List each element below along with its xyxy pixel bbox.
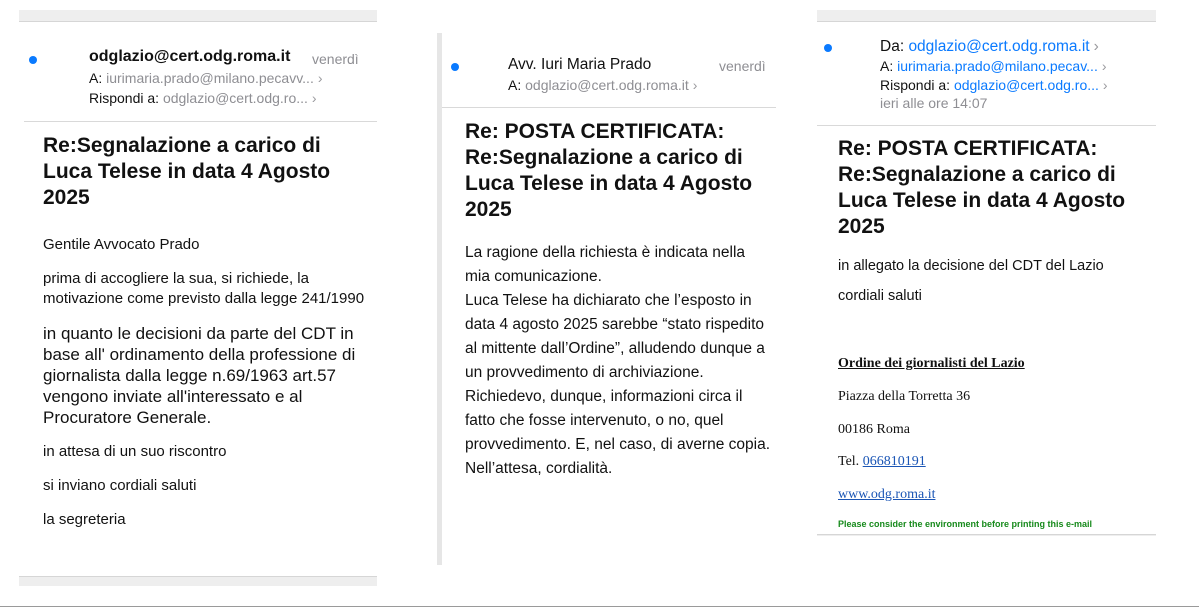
- environment-note: Please consider the environment before printing this e-mail: [838, 519, 1093, 529]
- reply-value[interactable]: odglazio@cert.odg.ro...: [953, 77, 1099, 93]
- chevron-right-icon[interactable]: ›: [1093, 38, 1099, 55]
- body-paragraph: in attesa di un suo riscontro: [43, 443, 227, 460]
- signature-org: Ordine dei giornalisti del Lazio: [838, 356, 1025, 371]
- email-subject: Re: POSTA CERTIFICATA: Re:Segnalazione a carico di Luca Telese in data 4 Agosto 2025: [838, 137, 1126, 238]
- body-paragraph: La ragione della richiesta è indicata nella mia comunicazione.: [465, 244, 746, 285]
- body-paragraph: la segreteria: [43, 511, 126, 528]
- to-value[interactable]: iurimaria.prado@milano.pecav...: [897, 58, 1098, 74]
- panel-bottom-edge: [19, 576, 377, 586]
- signature-phone: [838, 454, 926, 470]
- panel-bottom-edge: [817, 534, 1156, 536]
- website-link[interactable]: www.odg.roma.it: [838, 487, 936, 502]
- chevron-right-icon[interactable]: ›: [692, 77, 698, 93]
- signature-city: 00186 Roma: [838, 422, 910, 437]
- panel-left-edge: [437, 33, 442, 565]
- sender-address[interactable]: odglazio@cert.odg.roma.it: [89, 48, 291, 65]
- email-body: [43, 235, 373, 544]
- to-label: A:: [508, 77, 522, 93]
- divider: [442, 107, 776, 108]
- phone-link[interactable]: 066810191: [862, 454, 926, 469]
- to-value[interactable]: iurimaria.prado@milano.pecavv...: [106, 70, 314, 86]
- chevron-right-icon[interactable]: ›: [311, 90, 317, 106]
- chevron-right-icon[interactable]: ›: [1101, 58, 1107, 74]
- body-paragraph: Nell’attesa, cordialità.: [465, 460, 613, 477]
- page-bottom-line: [0, 606, 1199, 607]
- from-value[interactable]: odglazio@cert.odg.roma.it: [908, 38, 1090, 55]
- panel-top-edge: [817, 10, 1156, 22]
- email-panel-3: [817, 10, 1156, 536]
- body-paragraph: Luca Telese ha dichiarato che l’esposto in data 4 agosto 2025 sarebbe “stato rispedito al mittente dall’Ordine”, alludendo dunque a un provvedimento di archiviazione.: [465, 292, 765, 381]
- signature-address: Piazza della Torretta 36: [838, 389, 971, 404]
- divider: [24, 121, 377, 122]
- to-label: A:: [880, 58, 894, 74]
- to-value[interactable]: odglazio@cert.odg.roma.it: [525, 77, 689, 93]
- email-body: [465, 241, 773, 481]
- reply-to-line[interactable]: [880, 77, 1108, 93]
- email-body: [838, 258, 1148, 304]
- chevron-right-icon[interactable]: ›: [317, 70, 323, 86]
- from-line[interactable]: [880, 38, 1099, 56]
- recipient-line[interactable]: [508, 77, 697, 93]
- unread-dot-icon: [29, 56, 37, 64]
- email-date: venerdì: [719, 58, 766, 74]
- email-date: ieri alle ore 14:07: [880, 95, 988, 111]
- email-panel-2: [437, 33, 776, 565]
- chevron-right-icon[interactable]: ›: [1102, 77, 1108, 93]
- body-line: cordiali saluti: [838, 288, 922, 304]
- from-label: Da:: [880, 38, 905, 55]
- body-paragraph: Gentile Avvocato Prado: [43, 236, 200, 253]
- reply-value[interactable]: odglazio@cert.odg.ro...: [162, 90, 308, 106]
- body-line: in allegato la decisione del CDT del Lazio: [838, 258, 1104, 274]
- divider: [817, 125, 1156, 126]
- to-label: A:: [89, 70, 103, 86]
- email-date: venerdì: [312, 51, 359, 67]
- panel-top-edge: [19, 10, 377, 22]
- body-paragraph: in quanto le decisioni da parte del CDT in base all' ordinamento della professione di giornalista dalla legge n.69/1963 art.57 vengono inviate all'interessato e al Procuratore Generale.: [43, 324, 356, 427]
- body-paragraph: prima di accogliere la sua, si richiede, la motivazione come previsto dalla legge 241/1990: [43, 270, 365, 307]
- recipient-line[interactable]: [880, 58, 1107, 74]
- reply-label: Rispondi a:: [880, 77, 951, 93]
- unread-dot-icon: [451, 63, 459, 71]
- sender-name[interactable]: Avv. Iuri Maria Prado: [508, 56, 652, 73]
- email-subject: Re: POSTA CERTIFICATA: Re:Segnalazione a carico di Luca Telese in data 4 Agosto 2025: [465, 120, 753, 221]
- body-paragraph: si inviano cordiali saluti: [43, 477, 197, 494]
- unread-dot-icon: [824, 44, 832, 52]
- phone-label: Tel.: [838, 454, 860, 469]
- reply-label: Rispondi a:: [89, 90, 160, 106]
- email-subject: Re:Segnalazione a carico di Luca Telese in data 4 Agosto 2025: [43, 134, 331, 209]
- recipient-line[interactable]: [89, 70, 323, 86]
- reply-to-line[interactable]: [89, 90, 317, 106]
- body-paragraph: Richiedevo, dunque, informazioni circa il fatto che fosse intervenuto, o no, quel provvedimento. E, nel caso, di averne copia.: [465, 388, 771, 453]
- email-panel-1: [19, 10, 377, 586]
